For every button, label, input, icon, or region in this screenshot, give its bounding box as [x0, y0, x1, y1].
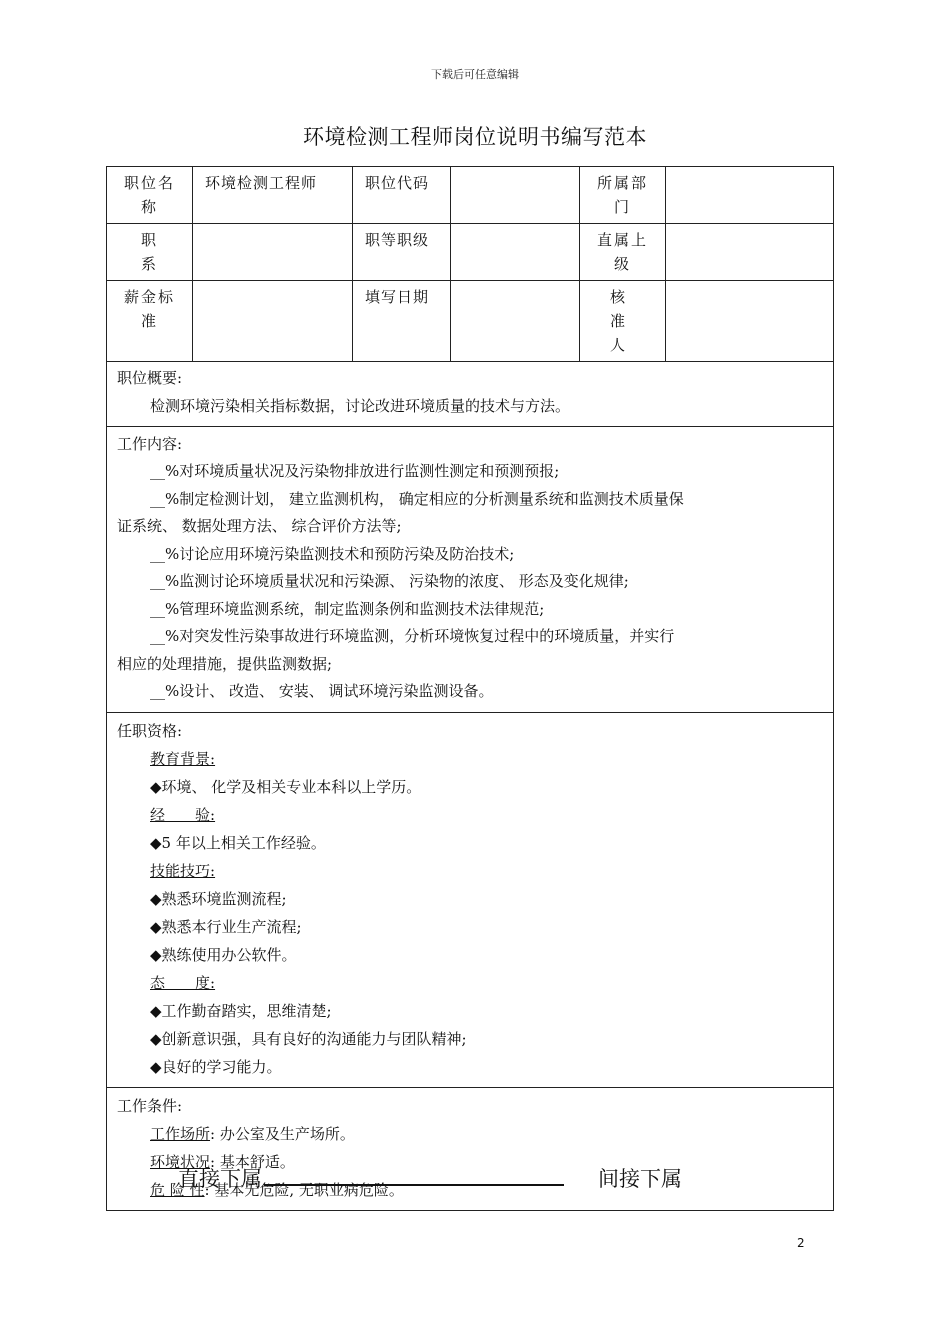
skill-item: ◆熟悉本行业生产流程;	[150, 917, 302, 936]
duty-item: __%讨论应用环境污染监测技术和预防污染及防治技术;	[150, 544, 515, 563]
conditions-heading: 工作条件:	[117, 1096, 183, 1115]
label-cell	[107, 167, 193, 224]
label-cell	[580, 167, 666, 224]
label-cell	[107, 224, 193, 281]
duty-item: __%设计、 改造、 安装、 调试环境污染监测设备。	[150, 682, 494, 700]
experience-label	[117, 801, 823, 829]
supervisor-value	[666, 224, 833, 232]
label-cell	[353, 281, 451, 362]
duty-item: __%监测讨论环境质量状况和污染源、 污染物的浓度、 形态及变化规律;	[150, 572, 629, 590]
page-number: 2	[797, 1236, 805, 1250]
attitude-item: ◆创新意识强，具有良好的沟通能力与团队精神;	[150, 1029, 467, 1048]
position-name-value: 环境检测工程师	[205, 174, 318, 192]
overview-heading: 职位概要:	[117, 369, 183, 387]
value-cell	[666, 167, 834, 224]
duty-item: __%管理环境监测系统，制定监测条例和监测技术法律规范;	[150, 599, 545, 618]
condition-place	[117, 1120, 823, 1148]
education-label-text: 教育背景:	[150, 749, 216, 768]
job-family-value	[193, 224, 352, 232]
job-description-table	[106, 166, 834, 1211]
risk-label: 危 险 性	[150, 1180, 205, 1199]
duty-item: __%对环境质量状况及污染物排放进行监测性测定和预测预报;	[150, 462, 560, 480]
risk-value: : 基本无危险, 无职业病危险。	[204, 1180, 404, 1199]
table-row	[107, 224, 834, 281]
label-cell	[353, 224, 451, 281]
qualifications-row	[107, 712, 834, 1087]
overview-cell	[107, 362, 834, 427]
department-label: 所属部门	[596, 174, 648, 216]
department-value	[666, 167, 833, 175]
fill-date-value	[451, 281, 579, 289]
value-cell	[451, 224, 580, 281]
grade-label: 职等职级	[365, 231, 430, 249]
table-row	[107, 167, 834, 224]
environment-value: : 基本舒适。	[210, 1152, 295, 1171]
overview-row	[107, 362, 834, 427]
value-cell	[666, 224, 834, 281]
overview-section	[107, 362, 833, 426]
place-value: : 办公室及生产场所。	[210, 1124, 355, 1143]
overview-text: 检测环境污染相关指标数据，讨论改进环境质量的技术与方法。	[150, 396, 571, 415]
duties-row	[107, 426, 834, 712]
job-family-label: 职系	[140, 231, 158, 273]
approver-value	[666, 281, 833, 289]
attitude-label-text: 态 度:	[150, 973, 216, 992]
label-cell	[580, 281, 666, 362]
education-item: ◆环境、 化学及相关专业本科以上学历。	[150, 777, 422, 796]
subordinates-line	[178, 1162, 682, 1193]
header-note: 下载后可任意编辑	[431, 68, 519, 81]
approver-label: 核准人	[609, 288, 635, 354]
education-label	[117, 745, 823, 773]
attitude-label	[117, 969, 823, 997]
duty-item: __%对突发性污染事故进行环境监测，分析环境恢复过程中的环境质量，并实行	[150, 627, 675, 645]
grade-value	[451, 224, 579, 232]
value-cell	[451, 281, 580, 362]
duties-cell	[107, 426, 834, 712]
skill-item: ◆熟悉环境监测流程;	[150, 889, 287, 908]
position-name-label: 职位名称	[123, 174, 175, 216]
position-code-value	[451, 167, 579, 175]
document-title: 环境检测工程师岗位说明书编写范本	[303, 125, 647, 149]
value-cell	[193, 167, 353, 224]
direct-subordinates-label: 直接下属	[178, 1167, 262, 1191]
value-cell	[193, 281, 353, 362]
skills-label-text: 技能技巧:	[150, 861, 216, 880]
label-cell	[107, 281, 193, 362]
skills-label	[117, 857, 823, 885]
duties-section	[107, 427, 833, 712]
label-cell	[353, 167, 451, 224]
value-cell	[666, 281, 834, 362]
experience-label-text: 经 验:	[150, 805, 216, 824]
qualifications-section	[107, 713, 833, 1087]
direct-subordinates-blank[interactable]	[264, 1162, 564, 1186]
attitude-item: ◆工作勤奋踏实，思维清楚;	[150, 1001, 332, 1020]
label-cell	[580, 224, 666, 281]
experience-item: ◆5 年以上相关工作经验。	[150, 833, 326, 852]
salary-label: 薪金标准	[123, 288, 175, 330]
indirect-subordinates-label: 间接下属	[598, 1167, 682, 1191]
salary-value	[193, 281, 352, 289]
qualifications-cell	[107, 712, 834, 1087]
attitude-item: ◆良好的学习能力。	[150, 1057, 282, 1076]
fill-date-label: 填写日期	[365, 288, 430, 306]
table-row	[107, 281, 834, 362]
value-cell	[193, 224, 353, 281]
place-label: 工作场所	[150, 1124, 211, 1143]
supervisor-label: 直属上级	[596, 231, 648, 273]
position-code-label: 职位代码	[365, 174, 430, 192]
qualifications-heading: 任职资格:	[117, 721, 183, 740]
duty-item-continued: 相应的处理措施，提供监测数据;	[117, 654, 333, 673]
value-cell	[451, 167, 580, 224]
duty-item: __%制定检测计划， 建立监测机构， 确定相应的分析测量系统和监测技术质量保	[150, 489, 684, 508]
duties-heading: 工作内容:	[117, 434, 183, 453]
duty-item-continued: 证系统、 数据处理方法、 综合评价方法等;	[117, 517, 402, 535]
environment-label: 环境状况	[150, 1152, 211, 1171]
skill-item: ◆熟练使用办公软件。	[150, 945, 297, 964]
